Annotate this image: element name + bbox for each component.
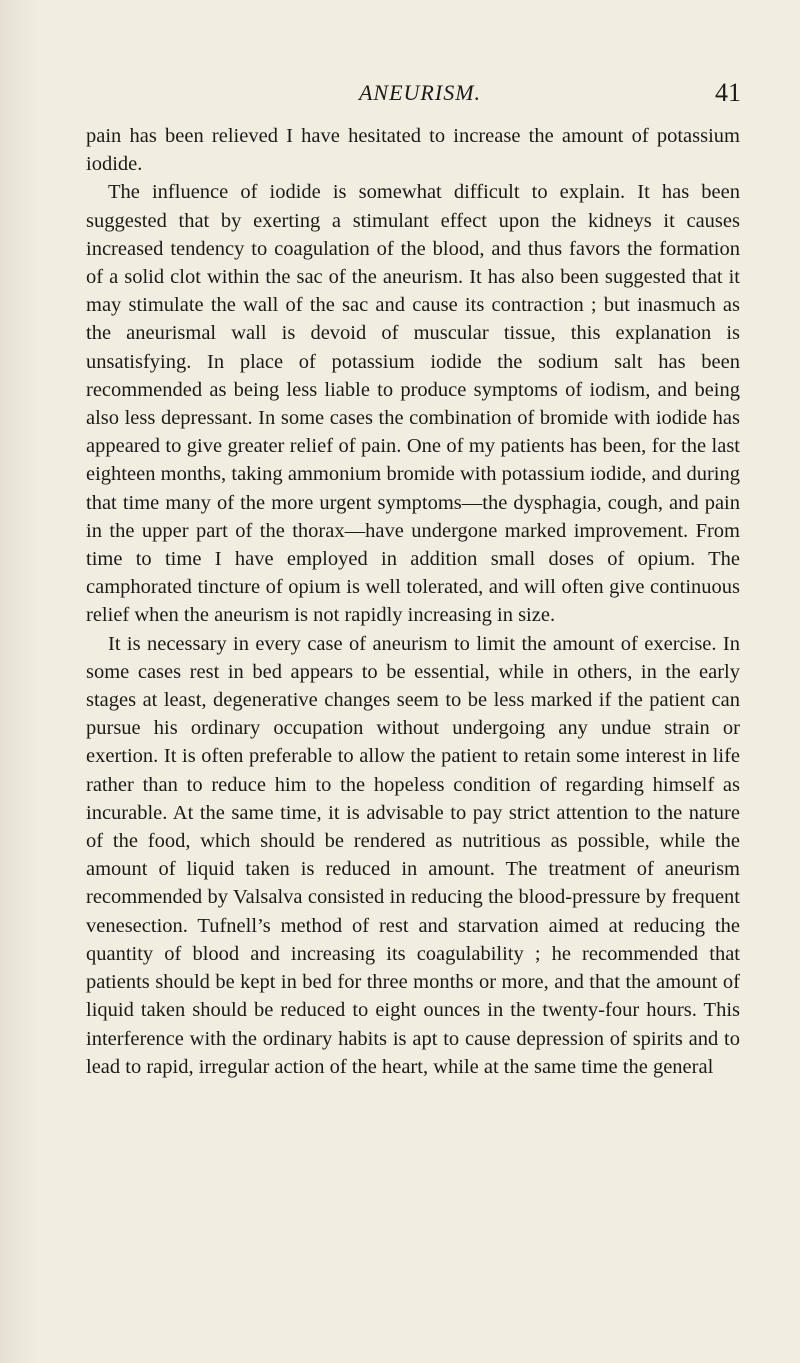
page-header bbox=[0, 80, 800, 114]
running-title: ANEURISM. bbox=[358, 80, 482, 105]
paragraph-exercise-and-diet: It is necessary in every case of aneurism to limit the amount of exercise. In some cases rest in bed appears to be essential, while in others, in the early stages at least, degenerative changes seem to be less marked if the patient can pursue his ordinary occupation without undergoing any undue strain or exertion. It is often preferable to allow the patient to retain some interest in life rather than to reduce him to the hopeless condition of regarding himself as incurable. At the same time, it is advisable to pay strict attention to the nature of the food, which should be rendered as nutritious as possible, while the amount of liquid taken is reduced in amount. The treatment of aneurism recommended by Valsalva consisted in reducing the blood-pressure by frequent venesection. Tufnell’s method of rest and starvation aimed at reducing the quantity of blood and increasing its coagulability ; he recommended that patients should be kept in bed for three months or more, and that the amount of liquid taken should be reduced to eight ounces in the twenty-four hours. This interference with the ordinary habits is apt to cause depression of spirits and to lead to rapid, irregular action of the heart, while at the same time the general bbox=[86, 632, 740, 1078]
paragraph-iodide-influence: The influence of iodide is somewhat difficult to explain. It has been suggested that by exerting a stimulant effect upon the kidneys it causes increased tendency to coagulation of the blood, and thus favors the formation of a solid clot within the sac of the aneurism. It has also been suggested that it may stimulate the wall of the sac and cause its contraction ; but inasmuch as the aneurismal wall is devoid of muscular tissue, this explanation is unsatisfying. In place of potassium iodide the sodium salt has been recommended as being less liable to produce symptoms of iodism, and being also less depressant. In some cases the combination of bromide with iodide has appeared to give greater relief of pain. One of my patients has been, for the last eighteen months, taking ammonium bromide with potassium iodide, and during that time many of the more urgent symptoms—the dysphagia, cough, and pain in the upper part of the thorax—have undergone marked improvement. From time to time I have employed in addition small doses of opium. The camphorated tincture of opium is well tolerated, and will often give continuous relief when the aneurism is not rapidly increasing in size. bbox=[86, 181, 740, 627]
page-number: 41 bbox=[715, 78, 741, 107]
paragraph-continued: pain has been relieved I have hesitated to increase the amount of potassium iodide. bbox=[86, 125, 740, 176]
body-text bbox=[86, 122, 740, 1081]
